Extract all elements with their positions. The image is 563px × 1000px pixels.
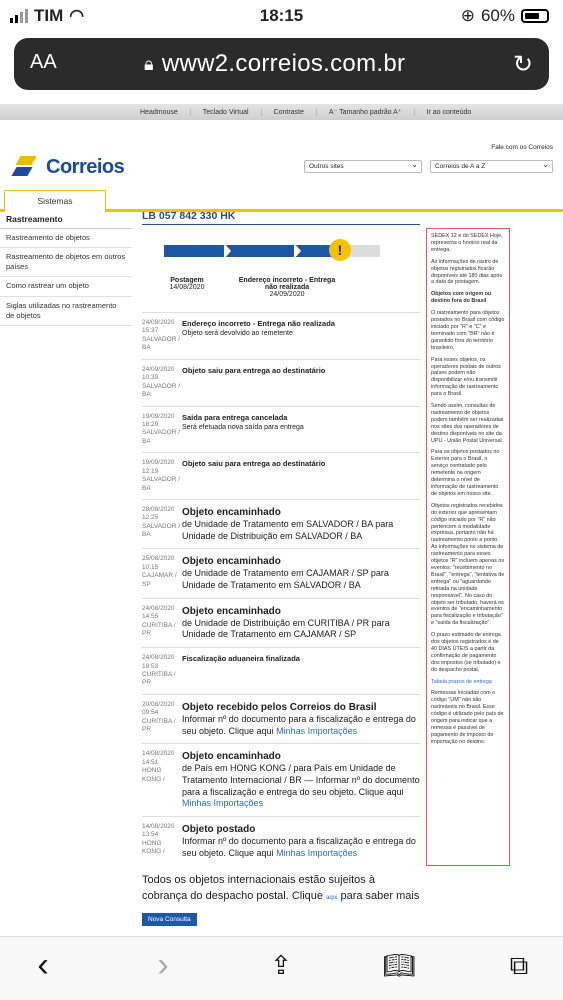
event-desc bbox=[182, 654, 420, 688]
sidebar-item-como-rastrear[interactable]: Como rastrear um objeto bbox=[0, 277, 132, 296]
info-paragraph: O prazo estimado de entrega dos objetos registrados é de 40 DIAS ÚTEIS a partir da confirmação de pagamento dos impostos (se tributado) e do despacho postal. bbox=[431, 632, 501, 673]
step-postagem bbox=[142, 277, 232, 298]
info-paragraph: As informações de rastro de objetos registrados ficarão disponíveis até 180 dias após a data de postagem. bbox=[431, 258, 503, 286]
info-paragraph: Remessas iniciadas com o código "UM" não são rastreáveis no Brasil. Esse código é utilizado pelo país de origem para indicar que a remessa é passível de pagamento de imposto de importação no destino. bbox=[431, 690, 504, 745]
event-time: 09:54 bbox=[142, 709, 159, 717]
event-place: HONG KONG / bbox=[142, 839, 165, 856]
tab-sistemas[interactable]: Sistemas bbox=[4, 190, 106, 212]
importacoes-link[interactable]: Minhas Importações bbox=[276, 725, 358, 736]
event-text: Informar nº do documento para a fiscalização e entrega do seu objeto. Clique aqui Minhas Importações bbox=[182, 836, 416, 858]
event-title: Objeto recebido pelos Correios do Brasil bbox=[182, 701, 377, 713]
event-date: 24/09/2020 bbox=[142, 365, 175, 373]
headmouse-link[interactable]: Headmouse bbox=[140, 108, 178, 116]
event-row bbox=[142, 452, 420, 499]
event-text: de Unidade de Distribuição em CURITIBA / PR para Unidade de Tratamento em CAJAMAR / SP bbox=[182, 617, 390, 640]
lock-icon: 🔒︎ bbox=[144, 53, 154, 74]
browser-toolbar bbox=[0, 936, 563, 1000]
back-icon[interactable]: ‹ bbox=[37, 946, 49, 984]
event-row bbox=[142, 548, 420, 597]
event-date: 20/08/2020 bbox=[142, 700, 175, 708]
correios-a-z-select[interactable]: Correios de A a Z ⌄ bbox=[430, 160, 553, 173]
event-date: 24/08/2020 bbox=[142, 654, 175, 662]
event-time: 18:53 bbox=[142, 662, 159, 670]
correios-logo-mark bbox=[12, 154, 42, 180]
event-time: 10:15 bbox=[142, 563, 159, 571]
event-meta bbox=[142, 823, 182, 859]
info-paragraph: Para os objetos postados no Exterior para o Brasil, o serviço contratado pelo remetente na origem determina o nível de informação de rastreamento de objetos em nosso site. bbox=[431, 449, 500, 497]
event-date: 24/08/2020 bbox=[142, 604, 175, 612]
info-paragraph: Sendo assim, consultas de rastreamento de objetos podem também ser realizadas nos sites dos operadores de destino disponíveis no site da UPU - União Postal Universal. bbox=[431, 403, 504, 444]
event-meta bbox=[142, 750, 182, 810]
site-header bbox=[0, 120, 563, 190]
info-paragraph: O rastreamento para objetos postados no Brasil com código iniciado por "R" e "C" e terminado com "BR" não é garantido fora do território brasileiro. bbox=[431, 310, 505, 351]
sidebar-item-outros-paises[interactable]: Rastreamento de objetos em outros países bbox=[0, 248, 132, 277]
event-meta bbox=[142, 701, 182, 737]
event-desc bbox=[182, 366, 420, 400]
event-place: SALVADOR / BA bbox=[142, 522, 181, 539]
event-meta bbox=[142, 555, 182, 591]
event-row bbox=[142, 499, 420, 548]
event-title: Objeto encaminhado bbox=[182, 605, 281, 617]
tracking-code: LB 057 842 330 HK bbox=[142, 210, 420, 225]
event-row bbox=[142, 406, 420, 453]
event-text: Informar nº do documento para a fiscalização e entrega do seu objeto. Clique aqui Minhas Importações bbox=[182, 713, 416, 736]
event-desc bbox=[182, 555, 420, 591]
clock: 18:15 bbox=[259, 6, 304, 25]
progress-steps bbox=[142, 277, 420, 298]
carrier-label: TIM bbox=[34, 6, 64, 25]
event-place: CURITIBA / PR bbox=[142, 671, 176, 687]
event-text: Será efetuada nova saída para entrega bbox=[182, 423, 304, 431]
step-title: Endereço incorreto - Entrega não realizada bbox=[238, 277, 336, 291]
info-paragraph: Objetos com origem ou destino fora do Brasil bbox=[431, 291, 492, 305]
event-date: 25/08/2020 bbox=[142, 555, 175, 563]
skip-to-content-link[interactable]: Ir ao conteúdo bbox=[414, 109, 484, 116]
reload-icon[interactable]: ↻ bbox=[512, 51, 533, 78]
event-meta bbox=[142, 459, 182, 493]
event-place: CAJAMAR / SP bbox=[142, 572, 177, 588]
event-list bbox=[142, 312, 420, 865]
battery-percent: 60% bbox=[480, 6, 515, 25]
notice-end: para saber mais bbox=[340, 890, 420, 903]
event-date: 14/08/2020 bbox=[142, 750, 175, 758]
event-meta bbox=[142, 319, 182, 353]
event-time: 10:39 bbox=[142, 374, 159, 382]
progress-separator bbox=[224, 243, 231, 259]
event-place: CURITIBA / PR bbox=[142, 717, 176, 734]
rotation-lock-icon: ⊕ bbox=[460, 6, 475, 25]
event-time: 18:29 bbox=[142, 420, 159, 428]
event-desc bbox=[182, 701, 420, 737]
reader-options-button[interactable]: AA bbox=[30, 51, 57, 73]
notice-link[interactable]: aqui bbox=[326, 895, 338, 902]
sidebar-item-siglas[interactable]: Siglas utilizadas no rastreamento de objetos bbox=[0, 297, 132, 326]
event-meta bbox=[142, 366, 182, 400]
event-title: Objeto encaminhado bbox=[182, 751, 281, 763]
event-title: Objeto encaminhado bbox=[182, 507, 281, 518]
font-size-controls[interactable]: A⁻ Tamanho padrão A⁺ bbox=[316, 108, 414, 116]
correios-logo[interactable] bbox=[12, 154, 124, 180]
event-place: SALVADOR / BA bbox=[142, 476, 181, 492]
event-date: 19/09/2020 bbox=[142, 459, 175, 467]
progress-fill bbox=[164, 245, 337, 257]
bookmarks-icon[interactable]: 📖︎ bbox=[382, 950, 416, 980]
battery-icon bbox=[521, 9, 549, 23]
event-desc bbox=[182, 506, 420, 542]
step-date: 24/09/2020 bbox=[269, 291, 305, 298]
warning-icon: ! bbox=[329, 239, 351, 261]
event-time: 14:55 bbox=[142, 613, 159, 621]
share-icon[interactable]: ⇪ bbox=[270, 950, 292, 980]
progress-separator bbox=[294, 243, 301, 259]
importacoes-link[interactable]: Minhas Importações bbox=[276, 847, 358, 858]
forward-icon[interactable]: › bbox=[157, 946, 169, 984]
event-row bbox=[142, 312, 420, 359]
event-date: 24/09/2020 bbox=[142, 319, 175, 326]
event-time: 15:37 bbox=[142, 327, 159, 335]
webpage bbox=[0, 104, 563, 936]
event-date: 19/09/2020 bbox=[142, 412, 175, 420]
accessibility-bar bbox=[0, 104, 563, 120]
tracking-info-box bbox=[426, 228, 510, 866]
other-sites-select[interactable]: Outros sites ⌄ bbox=[304, 160, 422, 173]
info-paragraph: Para esses objetos, os operadores postais de outros países podem não disponibilizar e/ou transmitir informação de rastreamento para o Brasil. bbox=[431, 356, 501, 398]
wifi-icon: ◠ bbox=[69, 6, 85, 25]
event-time: 14:51 bbox=[142, 758, 159, 766]
event-text: de País em HONG KONG / para País em Unidade de Tratamento Internacional / BR — Informar nº do documento para a fiscalização e entrega do seu objeto. Clique aqui Minhas Importações bbox=[182, 763, 420, 809]
tab-strip bbox=[0, 190, 563, 212]
battery-group bbox=[461, 6, 549, 26]
new-query-button[interactable]: Nova Consulta bbox=[142, 913, 197, 926]
address-bar[interactable] bbox=[14, 38, 549, 90]
correios-logo-text: Correios bbox=[46, 155, 125, 178]
event-title: Fiscalização aduaneira finalizada bbox=[182, 654, 300, 664]
event-place: CURITIBA / PR bbox=[142, 621, 176, 638]
event-meta bbox=[142, 605, 182, 641]
event-place: HONG KONG / bbox=[142, 767, 165, 783]
contact-link[interactable]: Fale com os Correios bbox=[491, 144, 553, 151]
event-meta bbox=[142, 654, 182, 688]
event-place: SALVADOR / BA bbox=[142, 335, 181, 352]
event-desc bbox=[182, 750, 420, 810]
event-desc bbox=[182, 605, 420, 641]
event-place: SALVADOR / BA bbox=[142, 382, 181, 399]
event-desc bbox=[182, 823, 420, 859]
event-meta bbox=[142, 506, 182, 542]
url-text: www2.correios.com.br bbox=[161, 50, 406, 77]
step-status bbox=[232, 277, 342, 298]
event-row bbox=[142, 598, 420, 647]
info-paragraph: Objetos registrados recebidos do exterior que apresentam código iniciado por "R" não pertencem à modalidade expressa, portanto não há rastreamento ponto a ponto. As informações no sistema de rastreamento para esses objetos "R" incluem apenas os eventos: "recebimento no Brasil", "entrega", "tentativa de entrega" ou "aguardando retirada na unidade responsável". No caso do objeto ser tributado, haverá os eventos de "encaminhamento para fiscalização e tributação" e "saída da fiscalização". bbox=[431, 502, 505, 627]
notice-text: Todos os objetos internacionais estão sujeitos à cobrança do despacho postal. Clique bbox=[142, 874, 375, 903]
event-row bbox=[142, 816, 420, 865]
status-bar bbox=[0, 0, 563, 34]
event-date: 14/08/2020 bbox=[142, 823, 175, 830]
virtual-keyboard-link[interactable]: Teclado Virtual bbox=[190, 109, 261, 116]
tabs-icon[interactable]: ⧉ bbox=[509, 950, 529, 980]
step-title: Postagem bbox=[170, 277, 204, 284]
event-time: 12:25 bbox=[142, 514, 159, 522]
event-row bbox=[142, 647, 420, 694]
event-date: 28/08/2020 bbox=[142, 506, 175, 513]
sidebar-heading[interactable]: Rastreamento bbox=[0, 210, 132, 229]
event-row bbox=[142, 694, 420, 743]
info-paragraph[interactable]: Tabela prazos de entrega bbox=[431, 678, 492, 685]
event-desc bbox=[182, 459, 420, 493]
importacoes-link[interactable]: Minhas Importações bbox=[182, 798, 264, 809]
event-title: Objeto encaminhado bbox=[182, 556, 281, 568]
event-text: de Unidade de Tratamento em CAJAMAR / SP para Unidade de Tratamento em SALVADOR / BA bbox=[182, 568, 389, 591]
event-title: Saída para entrega cancelada bbox=[182, 412, 288, 422]
customs-notice bbox=[142, 873, 420, 905]
event-desc bbox=[182, 319, 420, 353]
contrast-link[interactable]: Contraste bbox=[261, 109, 316, 116]
event-title: Endereço incorreto - Entrega não realizada bbox=[182, 319, 335, 328]
sidebar-item-rastreamento[interactable]: Rastreamento de objetos bbox=[0, 229, 132, 248]
event-title: Objeto saiu para entrega ao destinatário bbox=[182, 459, 326, 469]
step-date: 14/08/2020 bbox=[169, 284, 205, 291]
event-desc bbox=[182, 413, 420, 447]
event-title: Objeto saiu para entrega ao destinatário bbox=[182, 365, 326, 375]
event-time: 12:19 bbox=[142, 467, 159, 475]
url-field[interactable] bbox=[144, 50, 405, 78]
delivery-progress bbox=[164, 237, 384, 267]
event-title: Objeto postado bbox=[182, 824, 256, 835]
sidebar bbox=[0, 210, 132, 326]
event-meta bbox=[142, 413, 182, 447]
event-place: SALVADOR / BA bbox=[142, 429, 181, 445]
event-time: 13:54 bbox=[142, 831, 159, 839]
info-paragraph: SEDEX 12 e do SEDEX Hoje, representa o horário real da entrega. bbox=[431, 233, 503, 253]
event-row bbox=[142, 743, 420, 816]
event-text: Objeto será devolvido ao remetente bbox=[182, 330, 293, 338]
event-text: de Unidade de Tratamento em SALVADOR / BA para Unidade de Distribuição em SALVADOR / BA bbox=[182, 519, 394, 541]
tracking-main bbox=[142, 210, 420, 958]
event-row bbox=[142, 359, 420, 406]
